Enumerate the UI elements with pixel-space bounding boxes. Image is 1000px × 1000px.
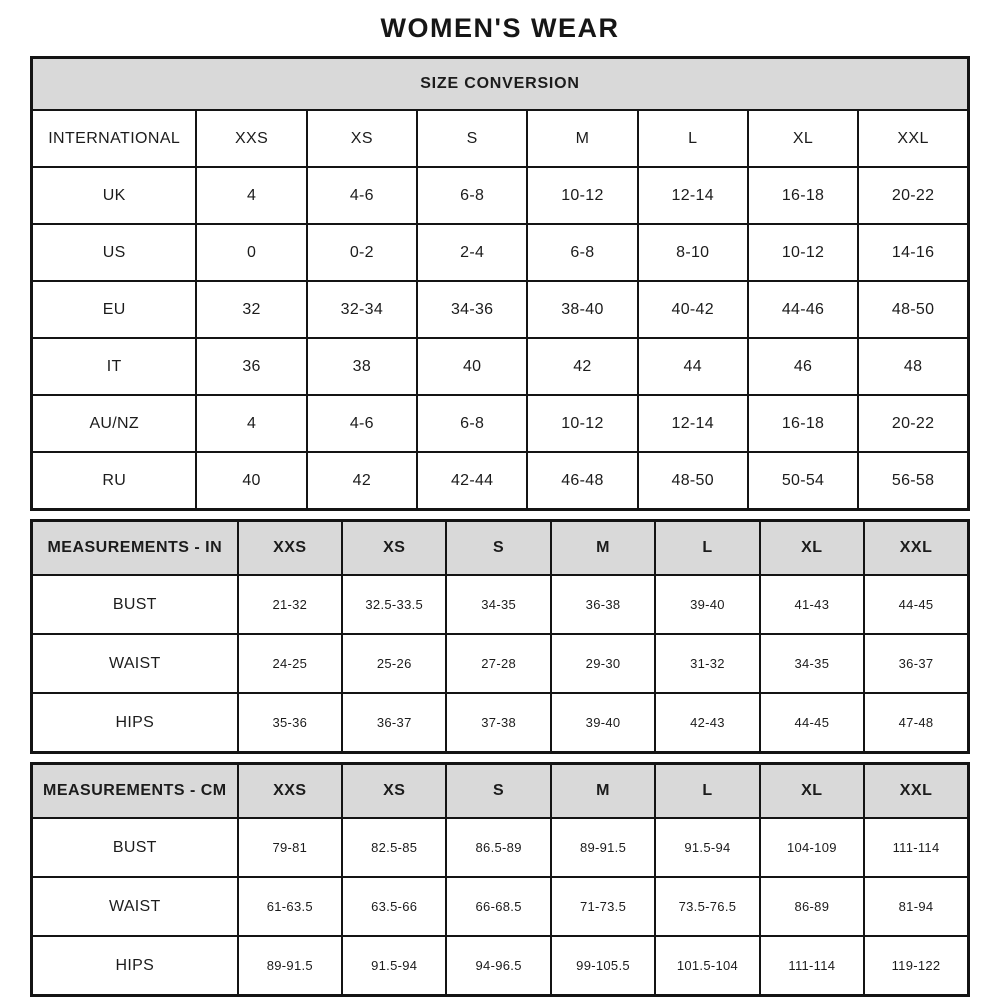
size-cell: 86.5-89 [446,818,550,877]
column-header: XXS [196,110,306,167]
column-header: M [551,764,655,819]
table-banner: SIZE CONVERSION [32,58,969,111]
column-header: XL [760,764,864,819]
size-cell: 16-18 [748,167,858,224]
size-cell: 10-12 [527,167,637,224]
size-cell: 48-50 [858,281,968,338]
size-cell: 66-68.5 [446,877,550,936]
size-cell: 4 [196,167,306,224]
size-cell: 31-32 [655,634,759,693]
size-cell: 111-114 [760,936,864,996]
column-header: L [655,521,759,576]
size-cell: 10-12 [527,395,637,452]
size-cell: 89-91.5 [551,818,655,877]
table-row [32,634,969,693]
size-cell: 4-6 [307,167,417,224]
table-row [32,395,969,452]
table-gap [30,754,970,762]
row-label: WAIST [32,877,238,936]
header-row [32,764,969,819]
size-cell: 36 [196,338,306,395]
size-cell: 104-109 [760,818,864,877]
size-cell: 61-63.5 [238,877,342,936]
size-cell: 0 [196,224,306,281]
page [30,0,970,997]
size-cell: 4-6 [307,395,417,452]
size-cell: 42 [307,452,417,510]
header-label: MEASUREMENTS - CM [32,764,238,819]
size-cell: 82.5-85 [342,818,446,877]
size-cell: 37-38 [446,693,550,753]
size-cell: 12-14 [638,167,748,224]
size-cell: 8-10 [638,224,748,281]
size-cell: 42 [527,338,637,395]
size-cell: 25-26 [342,634,446,693]
size-cell: 71-73.5 [551,877,655,936]
table-row [32,936,969,996]
column-header: S [446,764,550,819]
size-cell: 47-48 [864,693,968,753]
table-row [32,338,969,395]
row-label: RU [32,452,197,510]
size-conversion-table [30,56,970,511]
size-cell: 91.5-94 [342,936,446,996]
row-label: BUST [32,575,238,634]
size-cell: 41-43 [760,575,864,634]
table-row [32,877,969,936]
column-header: M [551,521,655,576]
size-cell: 111-114 [864,818,968,877]
column-header: S [446,521,550,576]
column-header: XXS [238,764,342,819]
size-cell: 10-12 [748,224,858,281]
column-header: L [655,764,759,819]
row-label: WAIST [32,634,238,693]
size-cell: 2-4 [417,224,527,281]
table-row [32,281,969,338]
size-cell: 99-105.5 [551,936,655,996]
column-header: XXL [858,110,968,167]
size-cell: 50-54 [748,452,858,510]
row-label: US [32,224,197,281]
size-cell: 38 [307,338,417,395]
size-cell: 14-16 [858,224,968,281]
row-label: UK [32,167,197,224]
size-cell: 44 [638,338,748,395]
size-cell: 91.5-94 [655,818,759,877]
size-cell: 20-22 [858,395,968,452]
size-cell: 119-122 [864,936,968,996]
size-cell: 6-8 [417,395,527,452]
size-cell: 38-40 [527,281,637,338]
size-cell: 46 [748,338,858,395]
table-row [32,167,969,224]
measurements-cm-table [30,762,970,997]
size-cell: 24-25 [238,634,342,693]
size-cell: 34-36 [417,281,527,338]
size-cell: 63.5-66 [342,877,446,936]
column-header: XXL [864,764,968,819]
column-header: XS [342,764,446,819]
size-cell: 40-42 [638,281,748,338]
row-label: IT [32,338,197,395]
header-row [32,110,969,167]
size-cell: 40 [417,338,527,395]
size-cell: 73.5-76.5 [655,877,759,936]
size-cell: 81-94 [864,877,968,936]
row-label: HIPS [32,936,238,996]
size-cell: 6-8 [527,224,637,281]
row-label: AU/NZ [32,395,197,452]
column-header: XXS [238,521,342,576]
row-label: HIPS [32,693,238,753]
size-cell: 36-38 [551,575,655,634]
page-title: WOMEN'S WEAR [380,12,620,43]
size-cell: 4 [196,395,306,452]
column-header: XS [307,110,417,167]
column-header: XS [342,521,446,576]
size-cell: 44-46 [748,281,858,338]
table-row [32,452,969,510]
size-cell: 101.5-104 [655,936,759,996]
table-row [32,224,969,281]
size-cell: 79-81 [238,818,342,877]
size-cell: 48 [858,338,968,395]
column-header: L [638,110,748,167]
size-cell: 42-43 [655,693,759,753]
size-cell: 36-37 [342,693,446,753]
size-cell: 29-30 [551,634,655,693]
size-cell: 20-22 [858,167,968,224]
size-cell: 34-35 [446,575,550,634]
size-cell: 39-40 [655,575,759,634]
size-cell: 34-35 [760,634,864,693]
header-label: MEASUREMENTS - IN [32,521,238,576]
banner-row [32,58,969,111]
size-cell: 39-40 [551,693,655,753]
column-header: XXL [864,521,968,576]
size-cell: 44-45 [864,575,968,634]
size-cell: 35-36 [238,693,342,753]
size-cell: 16-18 [748,395,858,452]
size-cell: 94-96.5 [446,936,550,996]
size-cell: 86-89 [760,877,864,936]
table-row [32,693,969,753]
size-cell: 42-44 [417,452,527,510]
measurements-in-table [30,519,970,754]
size-cell: 46-48 [527,452,637,510]
size-cell: 0-2 [307,224,417,281]
size-cell: 32.5-33.5 [342,575,446,634]
column-header: M [527,110,637,167]
table-row [32,818,969,877]
size-cell: 48-50 [638,452,748,510]
table-gap [30,511,970,519]
table-row [32,575,969,634]
column-header: S [417,110,527,167]
size-cell: 44-45 [760,693,864,753]
size-cell: 32 [196,281,306,338]
header-row [32,521,969,576]
size-cell: 21-32 [238,575,342,634]
row-label: EU [32,281,197,338]
size-cell: 6-8 [417,167,527,224]
size-cell: 12-14 [638,395,748,452]
size-cell: 40 [196,452,306,510]
header-label: INTERNATIONAL [32,110,197,167]
size-cell: 27-28 [446,634,550,693]
size-cell: 89-91.5 [238,936,342,996]
row-label: BUST [32,818,238,877]
column-header: XL [748,110,858,167]
size-cell: 56-58 [858,452,968,510]
size-cell: 32-34 [307,281,417,338]
size-cell: 36-37 [864,634,968,693]
column-header: XL [760,521,864,576]
